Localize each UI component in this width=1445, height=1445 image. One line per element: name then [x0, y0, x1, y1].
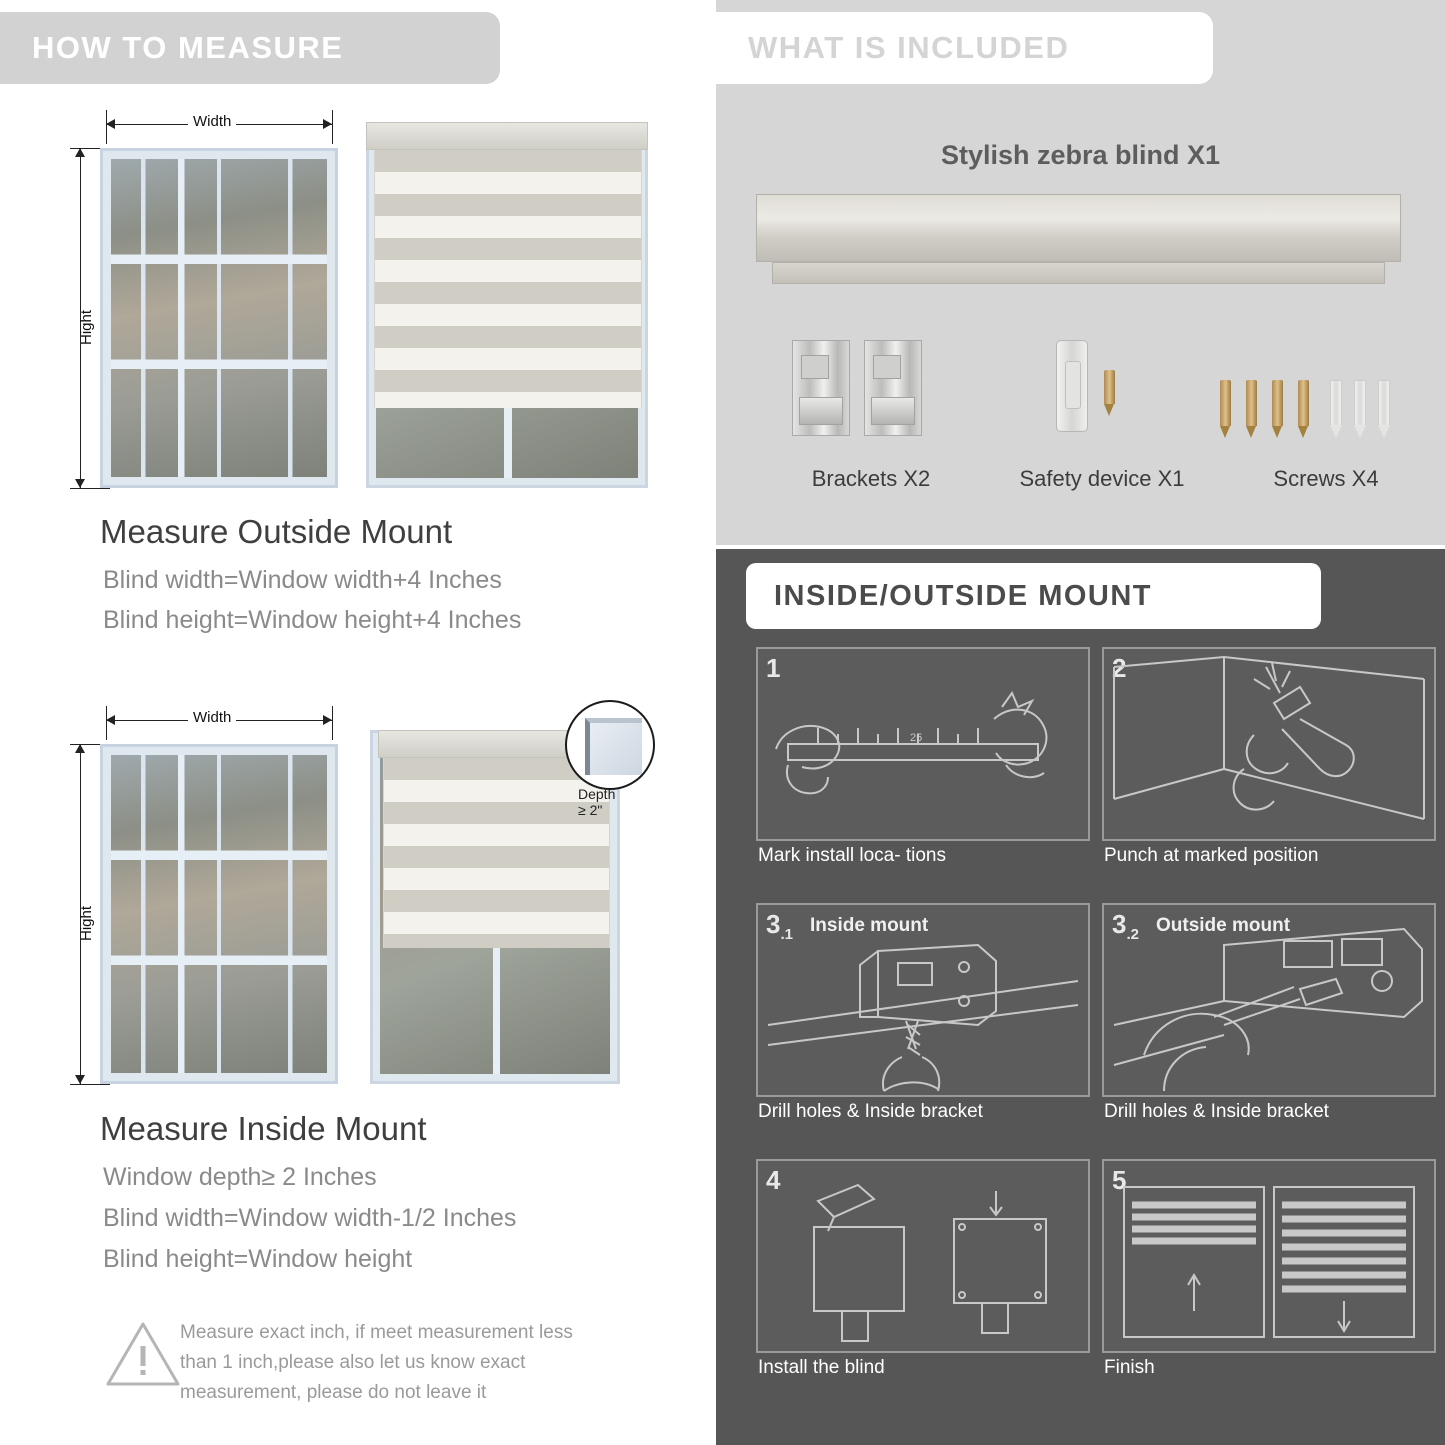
outside-mount-line2: Blind height=Window height+4 Inches: [103, 606, 522, 634]
inside-height-arrow-down: [75, 1075, 85, 1084]
warning-line1: Measure exact inch, if meet measurement less: [180, 1322, 573, 1343]
warning-line3: measurement, please do not leave it: [180, 1382, 487, 1403]
step-card-4: [756, 1159, 1090, 1353]
outside-window-glass: [111, 159, 327, 477]
step-number-2: 2: [1112, 653, 1127, 683]
step-number-4: 4: [766, 1165, 781, 1195]
inside-mount-line1: Window depth≥ 2 Inches: [103, 1163, 377, 1191]
depth-callout-corner: [585, 718, 642, 775]
outside-blind-fabric: [374, 150, 641, 408]
zebra-blind-headrail-lip: [772, 262, 1385, 284]
what-is-included-banner: [716, 12, 1213, 84]
step-caption-3-1: Drill holes & Inside bracket: [758, 1101, 983, 1122]
inside-window-frame: [100, 744, 338, 1084]
wall-anchor-icon: [1354, 380, 1366, 426]
inside-width-tick-right: [332, 706, 333, 740]
what-is-included-title: WHAT IS INCLUDED: [748, 30, 1070, 65]
step-number-1: 1: [766, 653, 781, 683]
outside-blind-illustration: [366, 122, 648, 488]
inside-width-tick-left: [106, 706, 107, 740]
warning-triangle-icon: [104, 1318, 182, 1390]
depth-callout-circle: [565, 700, 655, 790]
how-to-measure-banner: [0, 12, 500, 84]
step-card-3-2: [1102, 903, 1436, 1097]
step-card-2: [1102, 647, 1436, 841]
step-caption-2: Punch at marked position: [1104, 845, 1319, 866]
safety-device-icon: [1056, 340, 1088, 432]
step-number-5: 5: [1112, 1165, 1127, 1195]
inside-width-arrow-right: [323, 715, 332, 725]
product-title: Stylish zebra blind X1: [940, 140, 1221, 170]
step-card-3-1: [756, 903, 1090, 1097]
warning-triangle-svg: [104, 1318, 182, 1390]
step-3-2-sketch: [1104, 905, 1434, 1095]
step-caption-3-2: Drill holes & Inside bracket: [1104, 1101, 1329, 1122]
step-number-3-2: $3_{.2}$: [1112, 909, 1139, 944]
step-card-5: [1102, 1159, 1436, 1353]
how-to-measure-title: HOW TO MEASURE: [32, 30, 344, 65]
outside-window-frame: [100, 148, 338, 488]
outside-mount-heading: Measure Outside Mount: [100, 513, 453, 550]
inside-height-arrow-up: [75, 744, 85, 753]
screw-icon: [1220, 380, 1231, 426]
outside-width-label: Width: [188, 113, 236, 130]
how-to-measure-panel: [0, 0, 716, 1445]
step-caption-4: Install the blind: [758, 1357, 885, 1378]
inside-blind-fabric: [383, 758, 610, 948]
what-is-included-panel: [716, 0, 1445, 545]
inside-mount-line3: Blind height=Window height: [103, 1245, 413, 1273]
step-caption-1: Mark install loca- tions: [758, 845, 946, 866]
outside-height-arrow-up: [75, 148, 85, 157]
zebra-blind-headrail: [756, 194, 1401, 262]
wall-anchor-icon: [1378, 380, 1390, 426]
outside-mount-line1: Blind width=Window width+4 Inches: [103, 566, 502, 594]
inside-width-label: Width: [188, 709, 236, 726]
bracket-icon: [864, 340, 922, 436]
inside-outside-mount-title: INSIDE/OUTSIDE MOUNT: [774, 579, 1153, 612]
warning-line2: than 1 inch,please also let us know exact: [180, 1352, 526, 1373]
outside-width-arrow-right: [323, 119, 332, 129]
step-sublabel-inside-mount: Inside mount: [810, 915, 929, 936]
outside-width-tick-left: [106, 110, 107, 144]
step-number-3-1: $3_{.1}$: [766, 909, 793, 944]
inside-mount-line2: Blind width=Window width-1/2 Inches: [103, 1204, 517, 1232]
step-2-sketch: [1104, 649, 1434, 839]
svg-text:25: 25: [910, 732, 923, 744]
inside-height-tick-bottom: [70, 1084, 110, 1085]
step-4-sketch: [758, 1161, 1088, 1351]
outside-height-tick-bottom: [70, 488, 110, 489]
step-sublabel-outside-mount: Outside mount: [1156, 915, 1291, 936]
screw-icon: [1298, 380, 1309, 426]
inside-outside-mount-banner: [746, 563, 1321, 629]
brackets-caption: Brackets X2: [811, 466, 931, 491]
screws-caption: Screws X4: [1273, 466, 1379, 491]
inside-blind-illustration: [370, 730, 620, 1084]
outside-height-arrow-down: [75, 479, 85, 488]
inside-height-label: Hight: [78, 905, 95, 941]
inside-outside-mount-panel: [716, 549, 1445, 1445]
screw-icon: [1272, 380, 1283, 426]
inside-window-glass: [111, 755, 327, 1073]
step-1-sketch: [758, 649, 1088, 839]
wall-anchor-icon: [1330, 380, 1342, 426]
outside-width-tick-right: [332, 110, 333, 144]
depth-label: Depth ≥ 2": [578, 786, 616, 818]
step-3-1-sketch: [758, 905, 1088, 1095]
inside-width-arrow-left: [106, 715, 115, 725]
safety-screw-icon: [1104, 370, 1115, 404]
step-caption-5: Finish: [1104, 1357, 1155, 1378]
bracket-icon: [792, 340, 850, 436]
inside-mount-heading: Measure Inside Mount: [100, 1110, 427, 1147]
step-card-1: [756, 647, 1090, 841]
safety-device-caption: Safety device X1: [1019, 466, 1185, 491]
outside-height-label: Hight: [78, 309, 95, 345]
outside-width-arrow-left: [106, 119, 115, 129]
step-5-sketch: [1104, 1161, 1434, 1351]
outside-blind-headrail: [366, 122, 648, 150]
screw-icon: [1246, 380, 1257, 426]
